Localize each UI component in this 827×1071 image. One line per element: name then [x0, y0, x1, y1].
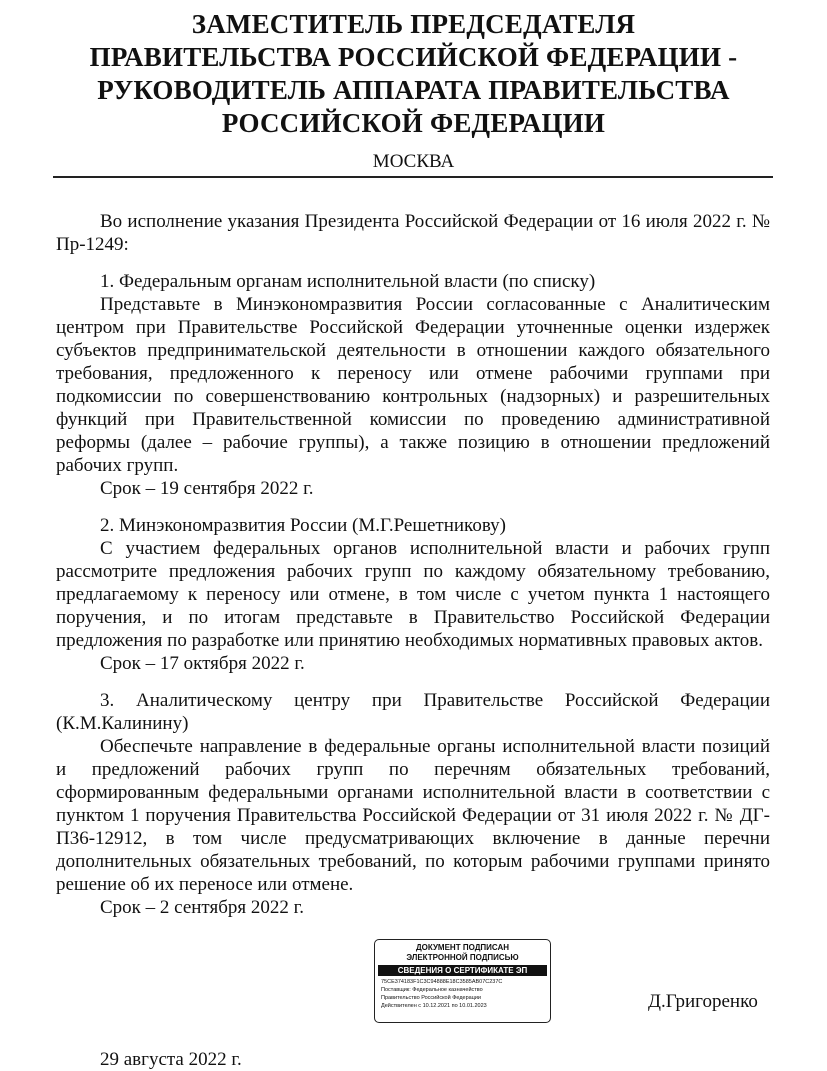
stamp-certificate-bar: СВЕДЕНИЯ О СЕРТИФИКАТЕ ЭП [378, 965, 547, 976]
item-3-text: Обеспечьте направление в федеральные органы исполнительной власти позиций и предложений рабочих групп по перечням обязательных требований, сформированным федеральными органами исполнительной власти в соответствии с пунктом 1 поручения Правительства Российской Федерации от 31 июля 2022 г. № ДГ-П36-12912, в том числе предусматривающих включение в данные перечни дополнительных обязательных требований, по которым рабочими группами принято решение об их переносе или отмене. [56, 736, 770, 895]
stamp-owner: Правительство Российской Федерации [381, 995, 481, 1001]
item-2-text: С участием федеральных органов исполнительной власти и рабочих групп рассмотрите предложения рабочих групп по каждому обязательному требованию, предлагаемому к переносу или отмене, в том числе с учетом пункта 1 настоящего поручения, и по итогам представьте в Правительство Российской Федерации предложения по разработке или принятию необходимых нормативных правовых актов. [56, 538, 770, 651]
title-line: РОССИЙСКОЙ ФЕДЕРАЦИИ [221, 108, 606, 138]
item-1-deadline: Срок – 19 сентября 2022 г. [100, 478, 314, 499]
document-date: 29 августа 2022 г. [100, 1049, 242, 1070]
stamp-issuer: Поставщик: Федеральное казначейство [381, 987, 483, 993]
item-3-deadline: Срок – 2 сентября 2022 г. [100, 897, 305, 918]
item-1-heading: 1. Федеральным органам исполнительной власти (по списку) [100, 271, 596, 292]
city-label: МОСКВА [372, 151, 455, 172]
title-line: ЗАМЕСТИТЕЛЬ ПРЕДСЕДАТЕЛЯ [191, 9, 636, 39]
item-1-text: Представьте в Минэкономразвития России согласованные с Аналитическим центром при Правительстве Российской Федерации уточненные оценки издержек субъектов предпринимательской деятельности в отношении каждого обязательного требования, предложенного к переносу или отмене рабочими группами при подкомиссии по совершенствованию контрольных (надзорных) и разрешительных функций при Правительственной комиссии по проведению административной реформы (далее – рабочие группы), а также позицию в отношении предложений рабочих групп. [56, 294, 770, 476]
header-divider [53, 176, 773, 178]
item-2-deadline: Срок – 17 октября 2022 г. [100, 653, 305, 674]
intro-paragraph: Во исполнение указания Президента Российской Федерации от 16 июля 2022 г. № Пр-1249: [56, 211, 770, 255]
document-body [56, 210, 770, 919]
stamp-validity: Действителен с 10.12.2021 по 10.01.2023 [381, 1003, 487, 1009]
stamp-title-line: ЭЛЕКТРОННОЙ ПОДПИСЬЮ [406, 953, 519, 962]
item-2-heading: 2. Минэкономразвития России (М.Г.Решетникову) [100, 515, 506, 536]
item-3-heading: 3. Аналитическому центру при Правительстве Российской Федерации (К.М.Калинину) [56, 690, 770, 734]
title-line: ПРАВИТЕЛЬСТВА РОССИЙСКОЙ ФЕДЕРАЦИИ - [89, 42, 738, 72]
document-title [40, 8, 787, 140]
stamp-title-line: ДОКУМЕНТ ПОДПИСАН [415, 943, 510, 952]
title-line: РУКОВОДИТЕЛЬ АППАРАТА ПРАВИТЕЛЬСТВА [97, 75, 730, 105]
stamp-serial: 75CE374183F1C3C94888E18C3585AB07C237C [381, 979, 503, 985]
signer-name: Д.Григоренко [648, 991, 758, 1012]
electronic-signature-stamp [374, 939, 551, 1023]
